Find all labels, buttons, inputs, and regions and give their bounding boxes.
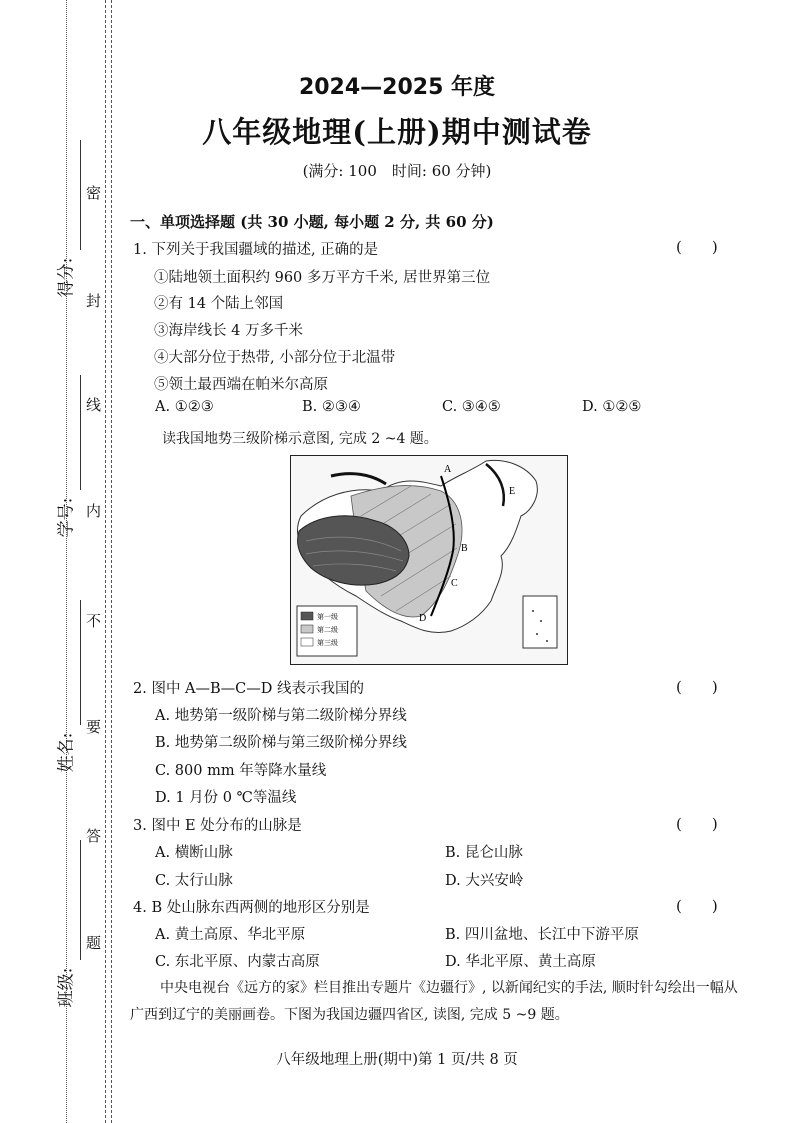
legend-label-level2: 第二级 (317, 626, 338, 634)
map-label-e: E (509, 486, 516, 497)
terrain-map-svg (291, 456, 567, 664)
map-label-d: D (419, 613, 427, 624)
q3-option-d: D. 大兴安岭 (445, 873, 524, 889)
name-field-label: 姓名: (56, 732, 77, 773)
legend-swatch-level1 (301, 612, 313, 620)
q1-option-a: A. ①②③ (155, 399, 214, 415)
seal-char: 封 (86, 292, 102, 310)
q1-option-c: C. ③④⑤ (442, 399, 501, 415)
exam-title: 八年级地理(上册)期中测试卷 (202, 115, 592, 149)
intro-questions-2-4: 读我国地势三级阶梯示意图, 完成 2 ~4 题。 (162, 431, 438, 447)
q3-option-c: C. 太行山脉 (155, 873, 233, 889)
answer-paren-q1[interactable]: ( ) (676, 238, 718, 256)
q2-option-d: D. 1 月份 0 ℃等温线 (155, 790, 297, 806)
map-label-a: A (444, 464, 452, 475)
q1-option-b: B. ②③④ (302, 399, 361, 415)
q1-statement: ②有 14 个陆上邻国 (154, 296, 284, 312)
q4-option-a: A. 黄土高原、华北平原 (155, 927, 306, 943)
seal-char: 答 (86, 827, 102, 845)
q1-statement: ③海岸线长 4 万多千米 (154, 323, 303, 339)
legend-label-level3: 第三级 (317, 639, 338, 647)
q3-option-b: B. 昆仑山脉 (445, 845, 523, 861)
q2-option-a: A. 地势第一级阶梯与第二级阶梯分界线 (155, 708, 407, 724)
seal-char: 要 (86, 718, 102, 736)
class-field-label: 班级: (56, 967, 77, 1008)
q1-statement: ④大部分位于热带, 小部分位于北温带 (154, 350, 396, 366)
question-4-stem: 4. B 处山脉东西两侧的地形区分别是 (133, 900, 370, 916)
student-id-field-line[interactable] (80, 375, 81, 490)
q4-option-b: B. 四川盆地、长江中下游平原 (445, 927, 639, 943)
page-footer: 八年级地理上册(期中)第 1 页/共 8 页 (276, 1052, 518, 1068)
seal-char: 密 (86, 184, 102, 202)
score-field-line[interactable] (80, 140, 81, 250)
map-label-c: C (451, 578, 458, 589)
intro-questions-5-9: 中央电视台《远方的家》栏目推出专题片《边疆行》, 以新闻纪实的手法, 顺时针勾绘出一幅从广西到辽宁的美丽画卷。下图为我国边疆四省区, 读图, 完成 5 ~9 题。 (130, 980, 738, 1023)
question-2-stem: 2. 图中 A—B—C—D 线表示我国的 (133, 681, 365, 697)
class-field-line[interactable] (80, 840, 81, 960)
mountain-range (331, 474, 386, 484)
q2-option-b: B. 地势第二级阶梯与第三级阶梯分界线 (155, 735, 407, 751)
question-3-stem: 3. 图中 E 处分布的山脉是 (133, 818, 302, 834)
exam-subtitle: (满分: 100 时间: 60 分钟) (302, 162, 492, 180)
seal-char: 不 (86, 612, 102, 630)
q3-option-a: A. 横断山脉 (155, 845, 233, 861)
section-heading: 一、单项选择题 (共 30 小题, 每小题 2 分, 共 60 分) (130, 213, 494, 231)
south-china-sea-inset (523, 596, 557, 648)
q1-statement: ⑤领土最西端在帕米尔高原 (154, 377, 328, 393)
legend-label-level1: 第一级 (317, 613, 338, 621)
q1-option-d: D. ①②⑤ (582, 399, 642, 415)
seal-char: 内 (86, 502, 102, 520)
q1-statement: ①陆地领土面积约 960 多万平方千米, 居世界第三位 (154, 270, 491, 286)
legend-swatch-level2 (301, 625, 313, 633)
answer-paren-q3[interactable]: ( ) (676, 815, 718, 833)
student-id-field-label: 学号: (56, 497, 77, 538)
seal-char: 线 (86, 396, 102, 414)
q4-option-c: C. 东北平原、内蒙古高原 (155, 954, 320, 970)
exam-year: 2024—2025 年度 (298, 75, 496, 100)
question-1-stem: 1. 下列关于我国疆域的描述, 正确的是 (133, 242, 379, 258)
name-field-line[interactable] (80, 600, 81, 725)
china-terrain-steps-map (290, 455, 568, 665)
q4-option-d: D. 华北平原、黄土高原 (445, 954, 596, 970)
answer-paren-q2[interactable]: ( ) (676, 678, 718, 696)
seal-char: 题 (86, 934, 102, 952)
score-field-label: 得分: (56, 257, 77, 298)
legend-swatch-level3 (301, 638, 313, 646)
map-label-b: B (461, 543, 468, 554)
answer-paren-q4[interactable]: ( ) (676, 897, 718, 915)
q2-option-c: C. 800 mm 年等降水量线 (155, 763, 327, 779)
